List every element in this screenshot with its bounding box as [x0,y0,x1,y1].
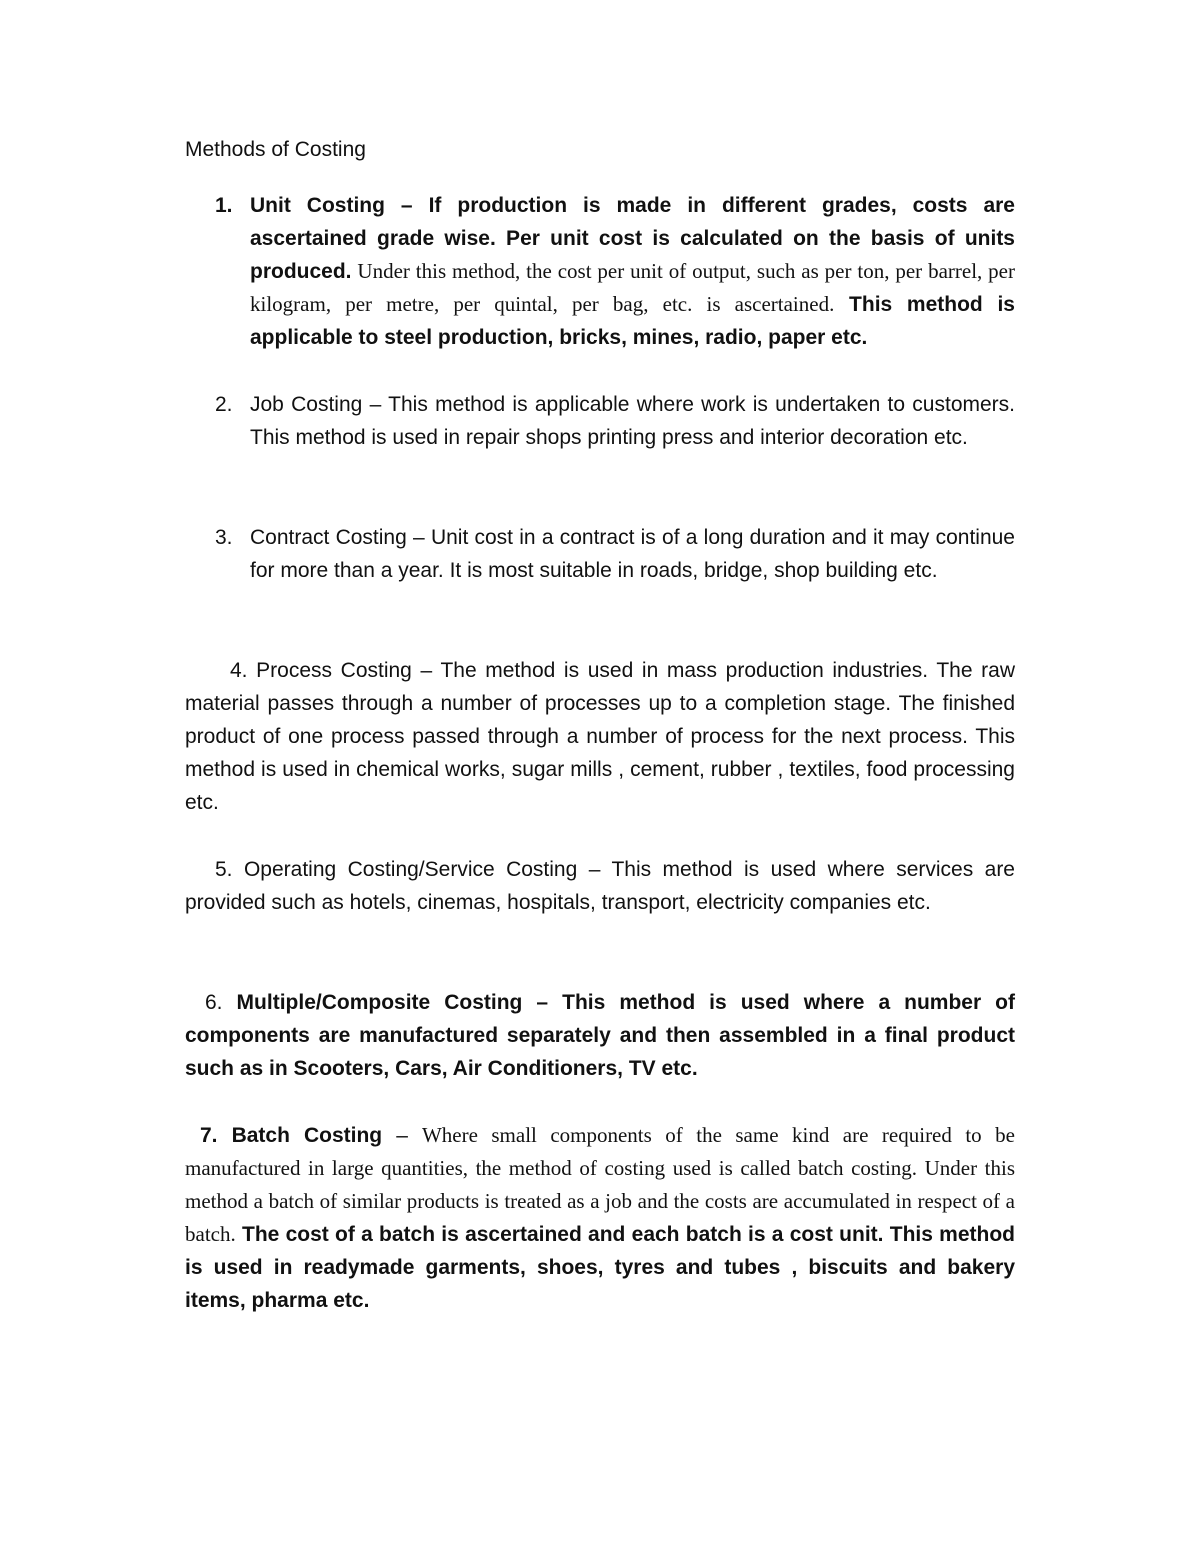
method-description: If production is made in different grades, costs are ascertained grade wise. Per unit cost is calculated on the basis of units produced. [250,194,1015,283]
item-number: 2. [215,393,233,416]
dash: – [362,393,389,416]
dash: – [406,526,431,549]
method-description: The method is used in mass production industries. The raw material passes through a number of processes up to a completion stage. The finished product of one process passed through a number of process for the next process. This method is used in chemical works, sugar mills , cement, rubber , textiles, food processing etc. [185,659,1016,814]
method-name: Batch Costing [231,1124,383,1147]
costing-method-unit [215,189,1015,354]
item-number: 5. [215,858,233,881]
method-name: Operating Costing/Service Costing [243,858,578,881]
dash: – [522,991,563,1014]
dash: – [384,194,429,217]
costing-method-job [215,388,1016,454]
method-name: Process Costing [256,659,412,682]
method-application: This method is applicable to steel production, bricks, mines, radio, paper etc. [250,293,1015,349]
costing-method-operating [185,853,1015,919]
method-name: Unit Costing [250,194,385,217]
item-number: 4. [230,659,248,682]
method-description: This method is applicable where work is undertaken to customers. This method is used in repair shops printing press and interior decoration etc. [250,393,1016,449]
method-name: Contract Costing [250,526,407,549]
method-description: This method is used where a number of components are manufactured separately and then assembled in a final product such as in Scooters, Cars, Air Conditioners, TV etc. [185,991,1015,1080]
method-application: The cost of a batch is ascertained and each batch is a cost unit. This method is used in readymade garments, shoes, tyres and tubes , biscuits and bakery items, pharma etc. [185,1223,1015,1312]
costing-method-batch [185,1119,1015,1317]
item-number: 1. [215,194,233,217]
item-number: 7. [200,1124,218,1147]
costing-method-contract [215,521,1015,587]
dash: – [577,858,612,881]
method-description: Where small components of the same kind are required to be manufactured in large quantities, the method of costing used is called batch costing. Under this method a batch of similar products is treated as a job and the costs are accumulated in respect of a batch. [185,1123,1015,1246]
document-title: Methods of Costing [185,138,366,161]
dash: – [411,659,441,682]
costing-method-multiple [185,986,1015,1085]
method-name: Multiple/Composite Costing [236,991,523,1014]
method-description-detail: Under this method, the cost per unit of output, such as per ton, per barrel, per kilogram, per metre, per quintal, per bag, etc. is ascertained. [250,259,1015,316]
method-description: This method is used where services are provided such as hotels, cinemas, hospitals, transport, electricity companies etc. [185,858,1015,914]
item-number: 6. [205,991,223,1014]
dash: – [382,1124,422,1147]
costing-method-process [185,654,1015,819]
item-number: 3. [215,526,233,549]
method-description: Unit cost in a contract is of a long duration and it may continue for more than a year. It is most suitable in roads, bridge, shop building etc. [250,526,1015,582]
method-name: Job Costing [250,393,363,416]
